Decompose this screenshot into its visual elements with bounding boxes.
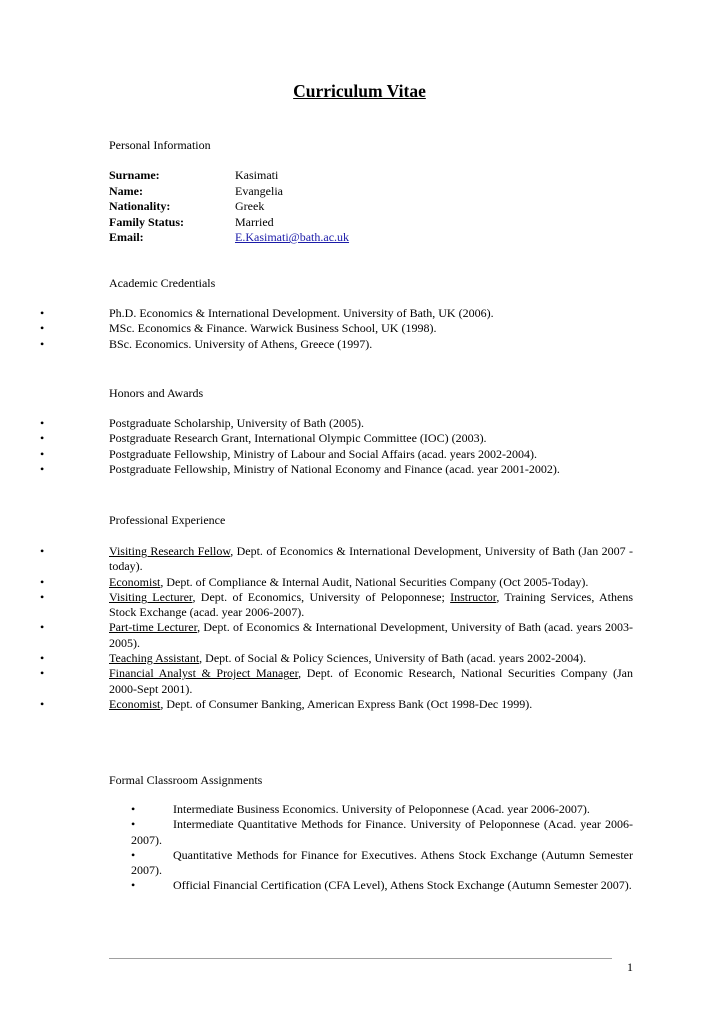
list-item [0,544,719,575]
list-item [0,697,719,712]
bullet-icon: • [40,696,45,711]
info-row-nationality [109,199,349,215]
section-heading-academic: Academic Credentials [109,276,216,290]
list-item [131,802,633,817]
info-value: Kasimati [235,168,279,182]
list-item [0,306,719,321]
list-item [0,321,719,336]
info-row-family-status [109,215,349,231]
list-item [131,848,633,879]
bullet-icon: • [131,878,136,893]
bullet-icon: • [40,431,45,446]
info-value: Evangelia [235,183,283,198]
list-item-text: MSc. Economics & Finance. Warwick Business School, UK (1998). [109,321,437,336]
list-item-text: Postgraduate Scholarship, University of Bath (2005). [109,416,364,430]
list-item [0,416,719,431]
bullet-icon: • [40,589,45,604]
info-label: Surname: [109,168,160,182]
role-details: , Dept. of Economics & International Development, University of Bath (Jan 2007 - today). [109,544,633,574]
honors-list [0,416,719,477]
list-item [0,651,719,666]
list-item-text [109,697,633,712]
list-item-text: Postgraduate Fellowship, Ministry of National Economy and Finance (acad. year 2001-2002). [109,461,560,476]
bullet-icon: • [131,802,136,816]
document-title: Curriculum Vitae [293,81,426,101]
role-title: Visiting Research Fellow [109,544,231,558]
list-item [0,431,719,446]
list-item-text: Quantitative Methods for Finance for Executives. Athens Stock Exchange (Autumn Semester 2007). [131,847,633,878]
bullet-icon: • [40,544,45,558]
bullet-icon: • [131,817,136,832]
role-title: Economist [109,696,161,711]
role-details: , Dept. of Economics, University of Peloponnese; [192,589,451,604]
list-item [0,575,719,590]
bullet-icon: • [40,620,45,635]
footer-divider [109,958,612,959]
list-item [0,620,719,651]
list-item-text [109,666,633,697]
list-item [0,590,719,621]
role-details: , Dept. of Economic Research, National Securities Company (Jan 2000-Sept 2001). [109,666,633,696]
list-item-text: BSc. Economics. University of Athens, Greece (1997). [109,336,373,351]
list-item-text [109,575,633,590]
bullet-icon: • [40,651,45,666]
list-item-text: Postgraduate Research Grant, International Olympic Committee (IOC) (2003). [109,431,487,446]
role-details: , Dept. of Economics & International Development, University of Bath (acad. years 2003-2005). [109,620,633,650]
bullet-icon: • [40,666,45,681]
list-item [0,462,719,477]
info-row-email [109,230,349,246]
role-details: , Dept. of Compliance & Internal Audit, National Securities Company (Oct 2005-Today). [160,574,589,589]
list-item-text: Intermediate Quantitative Methods for Finance. University of Peloponnese (Acad. year 2006-2007). [131,817,633,847]
classroom-list [131,802,633,894]
info-label: Family Status: [109,214,184,229]
list-item-text [109,651,633,666]
role-title: Instructor [450,589,497,604]
bullet-icon: • [40,461,45,476]
info-label: Nationality: [109,199,171,213]
page-number: 1 [627,960,633,974]
list-item-text [109,620,633,651]
info-label: Name: [109,183,143,198]
role-details: , Training Services, Athens Stock Exchange (acad. year 2006-2007). [109,589,634,620]
bullet-icon: • [40,306,45,320]
role-title: Visiting Lecturer [109,589,193,604]
list-item-text: Intermediate Business Economics. University of Peloponnese (Acad. year 2006-2007). [173,802,590,816]
list-item-text: Official Financial Certification (CFA Level), Athens Stock Exchange (Autumn Semester 2007). [173,878,632,893]
info-value: Greek [235,199,265,213]
list-item-text [109,590,633,621]
role-title: Economist [109,574,161,589]
bullet-icon: • [131,847,136,862]
role-details: , Dept. of Social & Policy Sciences, University of Bath (acad. years 2002-2004). [199,651,587,666]
info-row-name [109,184,349,200]
list-item [0,337,719,352]
section-heading-classroom: Formal Classroom Assignments [109,773,263,787]
section-heading-honors: Honors and Awards [109,386,204,400]
bullet-icon: • [40,574,45,589]
list-item [131,878,633,893]
email-link[interactable]: E.Kasimati@bath.ac.uk [235,230,350,244]
section-heading-experience: Professional Experience [109,513,226,527]
bullet-icon: • [40,336,45,351]
bullet-icon: • [40,416,45,430]
info-label: Email: [109,230,144,244]
role-title: Teaching Assistant [109,651,200,666]
list-item-text [109,544,633,575]
list-item [0,666,719,697]
academic-list [0,306,719,352]
list-item [131,817,633,848]
role-details: , Dept. of Consumer Banking, American Express Bank (Oct 1998-Dec 1999). [160,696,533,711]
bullet-icon: • [40,321,45,336]
list-item-text: Postgraduate Fellowship, Ministry of Labour and Social Affairs (acad. years 2002-2004). [109,446,538,461]
info-value: Married [235,214,274,229]
bullet-icon: • [40,446,45,461]
role-title: Part-time Lecturer [109,620,198,635]
experience-list [0,544,719,712]
list-item [0,447,719,462]
role-title: Financial Analyst & Project Manager [109,666,299,681]
list-item-text: Ph.D. Economics & International Development. University of Bath, UK (2006). [109,306,494,320]
section-heading-personal: Personal Information [109,138,211,152]
info-row-surname [109,168,349,184]
personal-info-table [109,168,349,246]
